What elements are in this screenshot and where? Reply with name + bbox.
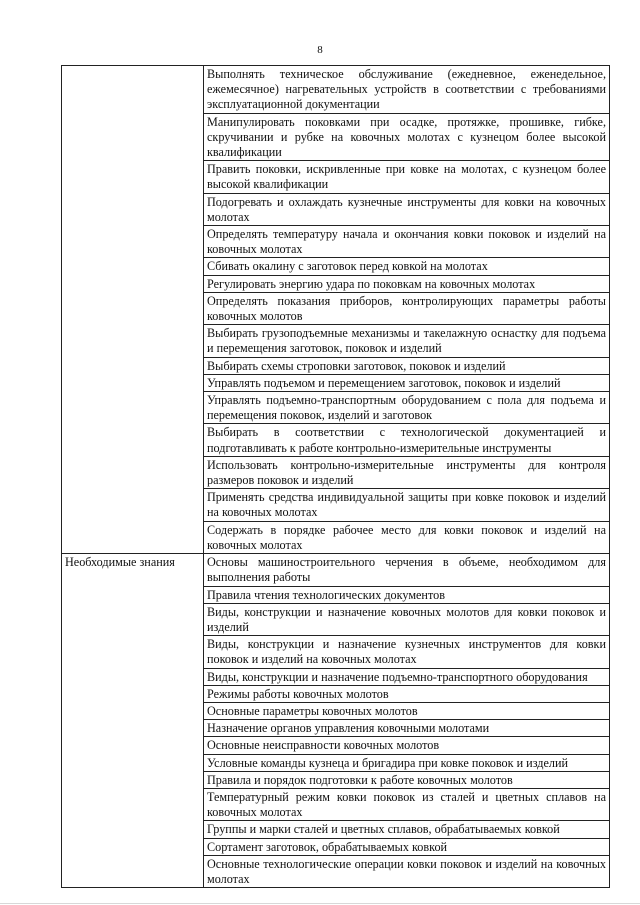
requirement-item: Выбирать грузоподъемные механизмы и такелажную оснастку для подъема и перемещения заготовок, поковок и изделий bbox=[204, 325, 610, 357]
section-label bbox=[62, 66, 204, 554]
requirement-item: Правила и порядок подготовки к работе ковочных молотов bbox=[204, 771, 610, 788]
requirement-item: Сбивать окалину с заготовок перед ковкой на молотах bbox=[204, 258, 610, 275]
requirement-item: Группы и марки сталей и цветных сплавов, обрабатываемых ковкой bbox=[204, 821, 610, 838]
requirement-item: Регулировать энергию удара по поковкам на ковочных молотах bbox=[204, 275, 610, 292]
requirement-item: Определять показания приборов, контролирующих параметры работы ковочных молотов bbox=[204, 292, 610, 324]
page-number: 8 bbox=[317, 44, 323, 56]
requirement-item: Температурный режим ковки поковок из сталей и цветных сплавов на ковочных молотах bbox=[204, 788, 610, 820]
requirement-item: Сортамент заготовок, обрабатываемых ковкой bbox=[204, 838, 610, 855]
table-row bbox=[62, 66, 610, 114]
requirement-item: Управлять подъемно-транспортным оборудованием с пола для подъема и перемещения поковок, изделий и заготовок bbox=[204, 392, 610, 424]
requirement-item: Основные неисправности ковочных молотов bbox=[204, 737, 610, 754]
requirement-item: Использовать контрольно-измерительные инструменты для контроля размеров поковок и изделий bbox=[204, 456, 610, 488]
requirement-item: Основные параметры ковочных молотов bbox=[204, 702, 610, 719]
section-label: Необходимые знания bbox=[62, 554, 204, 888]
requirement-item: Применять средства индивидуальной защиты при ковке поковок и изделий на ковочных молотах bbox=[204, 489, 610, 521]
requirement-item: Условные команды кузнеца и бригадира при ковке поковок и изделий bbox=[204, 754, 610, 771]
requirements-table-body bbox=[62, 66, 610, 888]
requirement-item: Манипулировать поковками при осадке, протяжке, прошивке, гибке, скручивании и рубке на ковочных молотах с кузнецом более высокой квалификации bbox=[204, 113, 610, 161]
requirement-item: Содержать в порядке рабочее место для ковки поковок и изделий на ковочных молотах bbox=[204, 521, 610, 553]
requirements-table bbox=[61, 65, 610, 888]
requirement-item: Основы машиностроительного черчения в объеме, необходимом для выполнения работы bbox=[204, 554, 610, 586]
requirement-item: Управлять подъемом и перемещением заготовок, поковок и изделий bbox=[204, 374, 610, 391]
requirement-item: Выполнять техническое обслуживание (ежедневное, еженедельное, ежемесячное) нагревательных устройств в соответствии с требованиями эксплуатационной документации bbox=[204, 66, 610, 114]
requirement-item: Определять температуру начала и окончания ковки поковок и изделий на ковочных молотах bbox=[204, 226, 610, 258]
requirement-item: Подогревать и охлаждать кузнечные инструменты для ковки на ковочных молотах bbox=[204, 193, 610, 225]
requirement-item: Виды, конструкции и назначение ковочных молотов для ковки поковок и изделий bbox=[204, 603, 610, 635]
requirement-item: Выбирать в соответствии с технологической документацией и подготавливать к работе контрольно-измерительные инструменты bbox=[204, 424, 610, 456]
table-row bbox=[62, 554, 610, 586]
requirement-item: Правила чтения технологических документов bbox=[204, 586, 610, 603]
requirement-item: Основные технологические операции ковки поковок и изделий на ковочных молотах bbox=[204, 855, 610, 887]
scan-edge-line bbox=[0, 903, 640, 904]
requirement-item: Выбирать схемы строповки заготовок, поковок и изделий bbox=[204, 357, 610, 374]
requirement-item: Править поковки, искривленные при ковке на молотах, с кузнецом более высокой квалификации bbox=[204, 161, 610, 193]
requirement-item: Назначение органов управления ковочными молотами bbox=[204, 720, 610, 737]
requirement-item: Режимы работы ковочных молотов bbox=[204, 685, 610, 702]
requirement-item: Виды, конструкции и назначение подъемно-транспортного оборудования bbox=[204, 668, 610, 685]
requirement-item: Виды, конструкции и назначение кузнечных инструментов для ковки поковок и изделий на ковочных молотах bbox=[204, 636, 610, 668]
